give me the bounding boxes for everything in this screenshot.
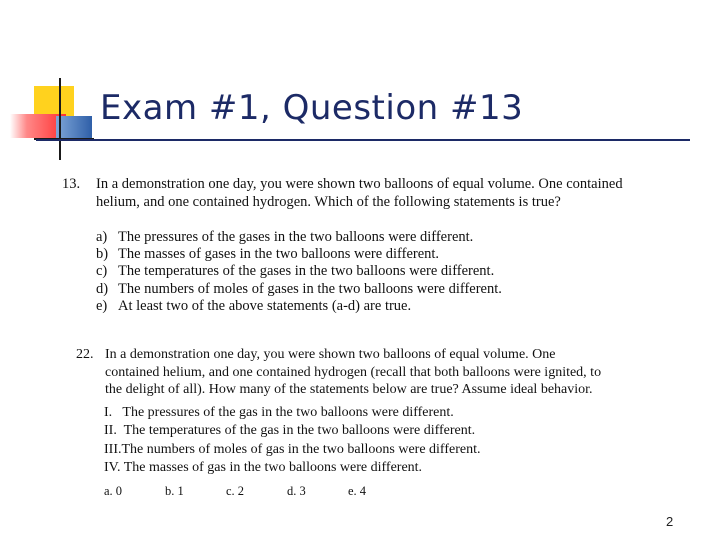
choice-a: a. 0 <box>104 484 123 498</box>
choice-c: c. 2 <box>226 484 245 498</box>
option-b <box>96 246 502 263</box>
option-text: The masses of gases in the two balloons were different. <box>118 246 440 263</box>
choice-d: d. 3 <box>287 484 306 498</box>
question-13-options <box>96 229 502 315</box>
question-number: 13. <box>62 176 81 192</box>
question-number: 22. <box>76 347 94 362</box>
choice-e: e. 4 <box>348 484 367 498</box>
option-letter: a) <box>96 229 108 245</box>
statement-2: II. The temperatures of the gas in the two balloons were different. <box>104 423 476 439</box>
option-letter: e) <box>96 297 108 314</box>
option-letter: d) <box>96 280 109 297</box>
option-text: The numbers of moles of gases in the two balloons were different. <box>118 280 502 297</box>
option-c <box>96 263 502 280</box>
option-text: At least two of the above statements (a-d) are true. <box>118 297 412 314</box>
option-letter: c) <box>96 263 108 280</box>
vertical-line <box>59 78 61 160</box>
question-22-statements <box>104 404 480 477</box>
page-title: Exam #1, Question #13 <box>100 88 524 128</box>
option-text: The temperatures of the gases in the two balloons were different. <box>118 263 495 280</box>
choice-b: b. 1 <box>165 484 184 498</box>
title-underline <box>36 139 690 141</box>
option-letter: b) <box>96 246 109 263</box>
option-a <box>96 229 502 246</box>
statement-4: IV. The masses of gas in the two balloons were different. <box>104 459 423 475</box>
blue-square <box>56 116 92 140</box>
option-e <box>96 298 502 315</box>
option-text: The pressures of the gases in the two balloons were different. <box>118 229 474 245</box>
page-number: 2 <box>666 514 674 529</box>
statement-3: III.The numbers of moles of gas in the two balloons were different. <box>104 441 481 457</box>
statement-1: I. The pressures of the gas in the two balloons were different. <box>104 405 454 420</box>
question-text: In a demonstration one day, you were shown two balloons of equal volume. One contained helium, and one contained hydrogen (recall that both balloons were ignited, to the delight of all). How many of the statements below are true? Assume ideal behavior. <box>105 347 602 397</box>
option-d <box>96 281 502 298</box>
question-text: In a demonstration one day, you were shown two balloons of equal volume. One contained helium, and one contained hydrogen. Which of the following statements is true? <box>96 176 623 210</box>
